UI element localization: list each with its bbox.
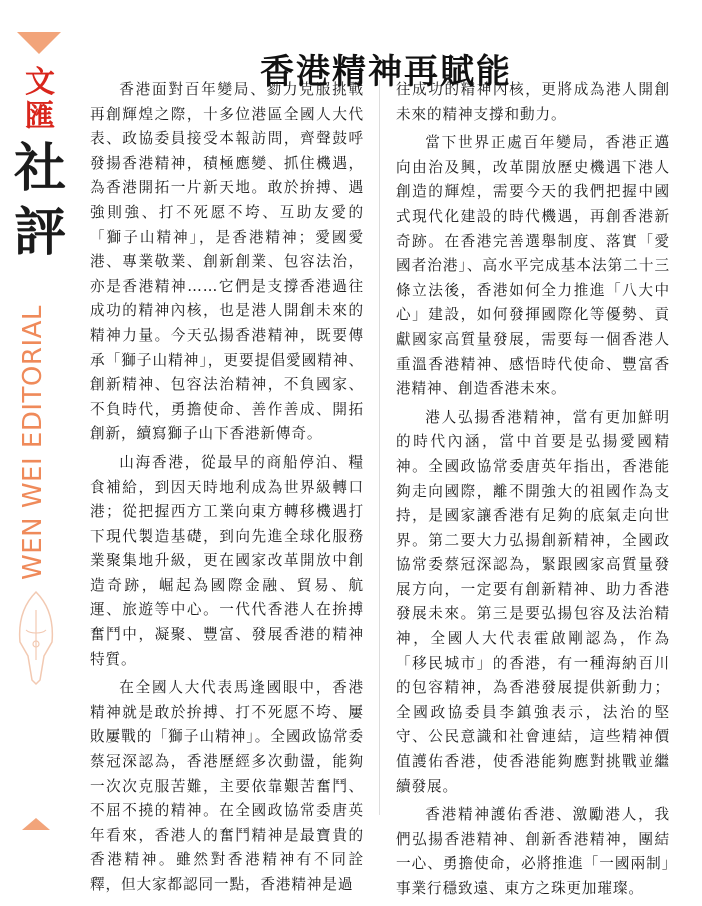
paragraph-4: 當下世界正處百年變局，香港正邁向由治及興，改革開放歷史機遇下港人創造的輝煌，需要今天的我們把握中國式現代化建設的時代機遇，再創香港新奇跡。在香港完善選舉制度、落實「愛國者治港」、高水平完成基本法第二十三條立法後，香港如何全力推進「八大中心」建設，如何發揮國際化等優勢、貢獻國家高質量發展，需要每一個香港人重溫香港精神、感悟時代使命、豐富香港精神、創造香港未來。: [396, 134, 670, 398]
paragraph-5: 港人弘揚香港精神，當有更加鮮明的時代內涵，當中首要是弘揚愛國精神。全國政協常委唐英年指出，香港能夠走向國際，離不開強大的祖國作為支持，是國家讓香港有足夠的底氣走向世界。第二要大力弘揚創新精神，全國政協常委蔡冠深認為，緊跟國家高質量發展方向，一定要有創新精神、助力香港發展未來。第三是要弘揚包容及法治精神，全國人大代表霍啟剛認為，作為「移民城市」的香港，有一種海納百川的包容精神，為香港發展提供新動力；全國政協委員李鎮強表示，法治的堅守、公民意識和社會連結，這些精神價值護佑香港，使香港能夠應對挑戰並繼續發展。: [396, 408, 670, 795]
bottom-triangle-decoration: [22, 818, 50, 830]
paragraph-6: 香港精神護佑香港、激勵港人，我們弘揚香港精神、創新香港精神，團結一心、勇擔使命，必將推進「一國兩制」事業行穩致遠、東方之珠更加璀璨。: [396, 806, 670, 897]
english-section-label: WEN WEI EDITORIAL: [18, 305, 48, 580]
paragraph-2: 山海香港，從最早的商船停泊、糧食補給，到因天時地利成為世界級轉口港；從把握西方工業向東方轉移機遇打下現代製造基礎，到向先進全球化服務業聚集地升級，更在國家改革開放中創造奇跡，崛起為國際金融、貿易、航運、旅遊等中心。一代代香港人在拚搏奮鬥中，凝聚、豐富、發展香港的精神特質。: [90, 453, 364, 668]
fountain-pen-icon: [8, 590, 64, 686]
editorial-title: 香港精神再賦能: [260, 51, 512, 92]
top-triangle-decoration: [17, 32, 61, 54]
article-column-left: [90, 78, 364, 902]
section-char-ping: 評: [13, 202, 66, 263]
paragraph-3: 在全國人大代表馬逢國眼中，香港精神就是敢於拚搏、打不死愿不垮、屢敗屢戰的「獅子山精神」。全國政協常委蔡冠深認為，香港歷經多次動盪，能夠一次次克服苦難，主要依靠艱苦奮鬥、不屈不撓的精神。在全國政協常委唐英年看來，香港人的奮鬥精神是最寶貴的香港精神。雖然對香港精神有不同詮釋，但大家都認同一點，香港精神是過: [90, 679, 364, 893]
brand-char-wei: 匯: [25, 99, 55, 134]
paragraph-1: 香港面對百年變局、勠力克服挑戰再創輝煌之際，十多位港區全國人大代表、政協委員接受本報訪問，齊聲鼓呼發揚香港精神，積極應變、抓住機遇，為香港開拓一片新天地。敢於拚搏、遇強則強、打不死愿不垮、互助友愛的「獅子山精神」，是香港精神；愛國愛港、專業敬業、創新創業、包容法治，亦是香港精神……它們是支撐香港過往成功的精神內核，也是港人開創未來的精神力量。今天弘揚香港精神，既要傳承「獅子山精神」，更要提倡愛國精神、創新精神、包容法治精神，不負國家、不負時代，勇擔使命、善作善成、開拓創新，續寫獅子山下香港新傳奇。: [90, 81, 364, 443]
brand-char-wen: 文: [25, 65, 55, 100]
article-column-right: [396, 78, 670, 906]
section-char-she: 社: [13, 138, 66, 199]
column-divider: [379, 80, 380, 815]
editorial-sidebar: [0, 0, 78, 830]
paragraph-3-continued: 往成功的精神內核，更將成為港人開創未來的精神支撐和動力。: [396, 81, 670, 123]
